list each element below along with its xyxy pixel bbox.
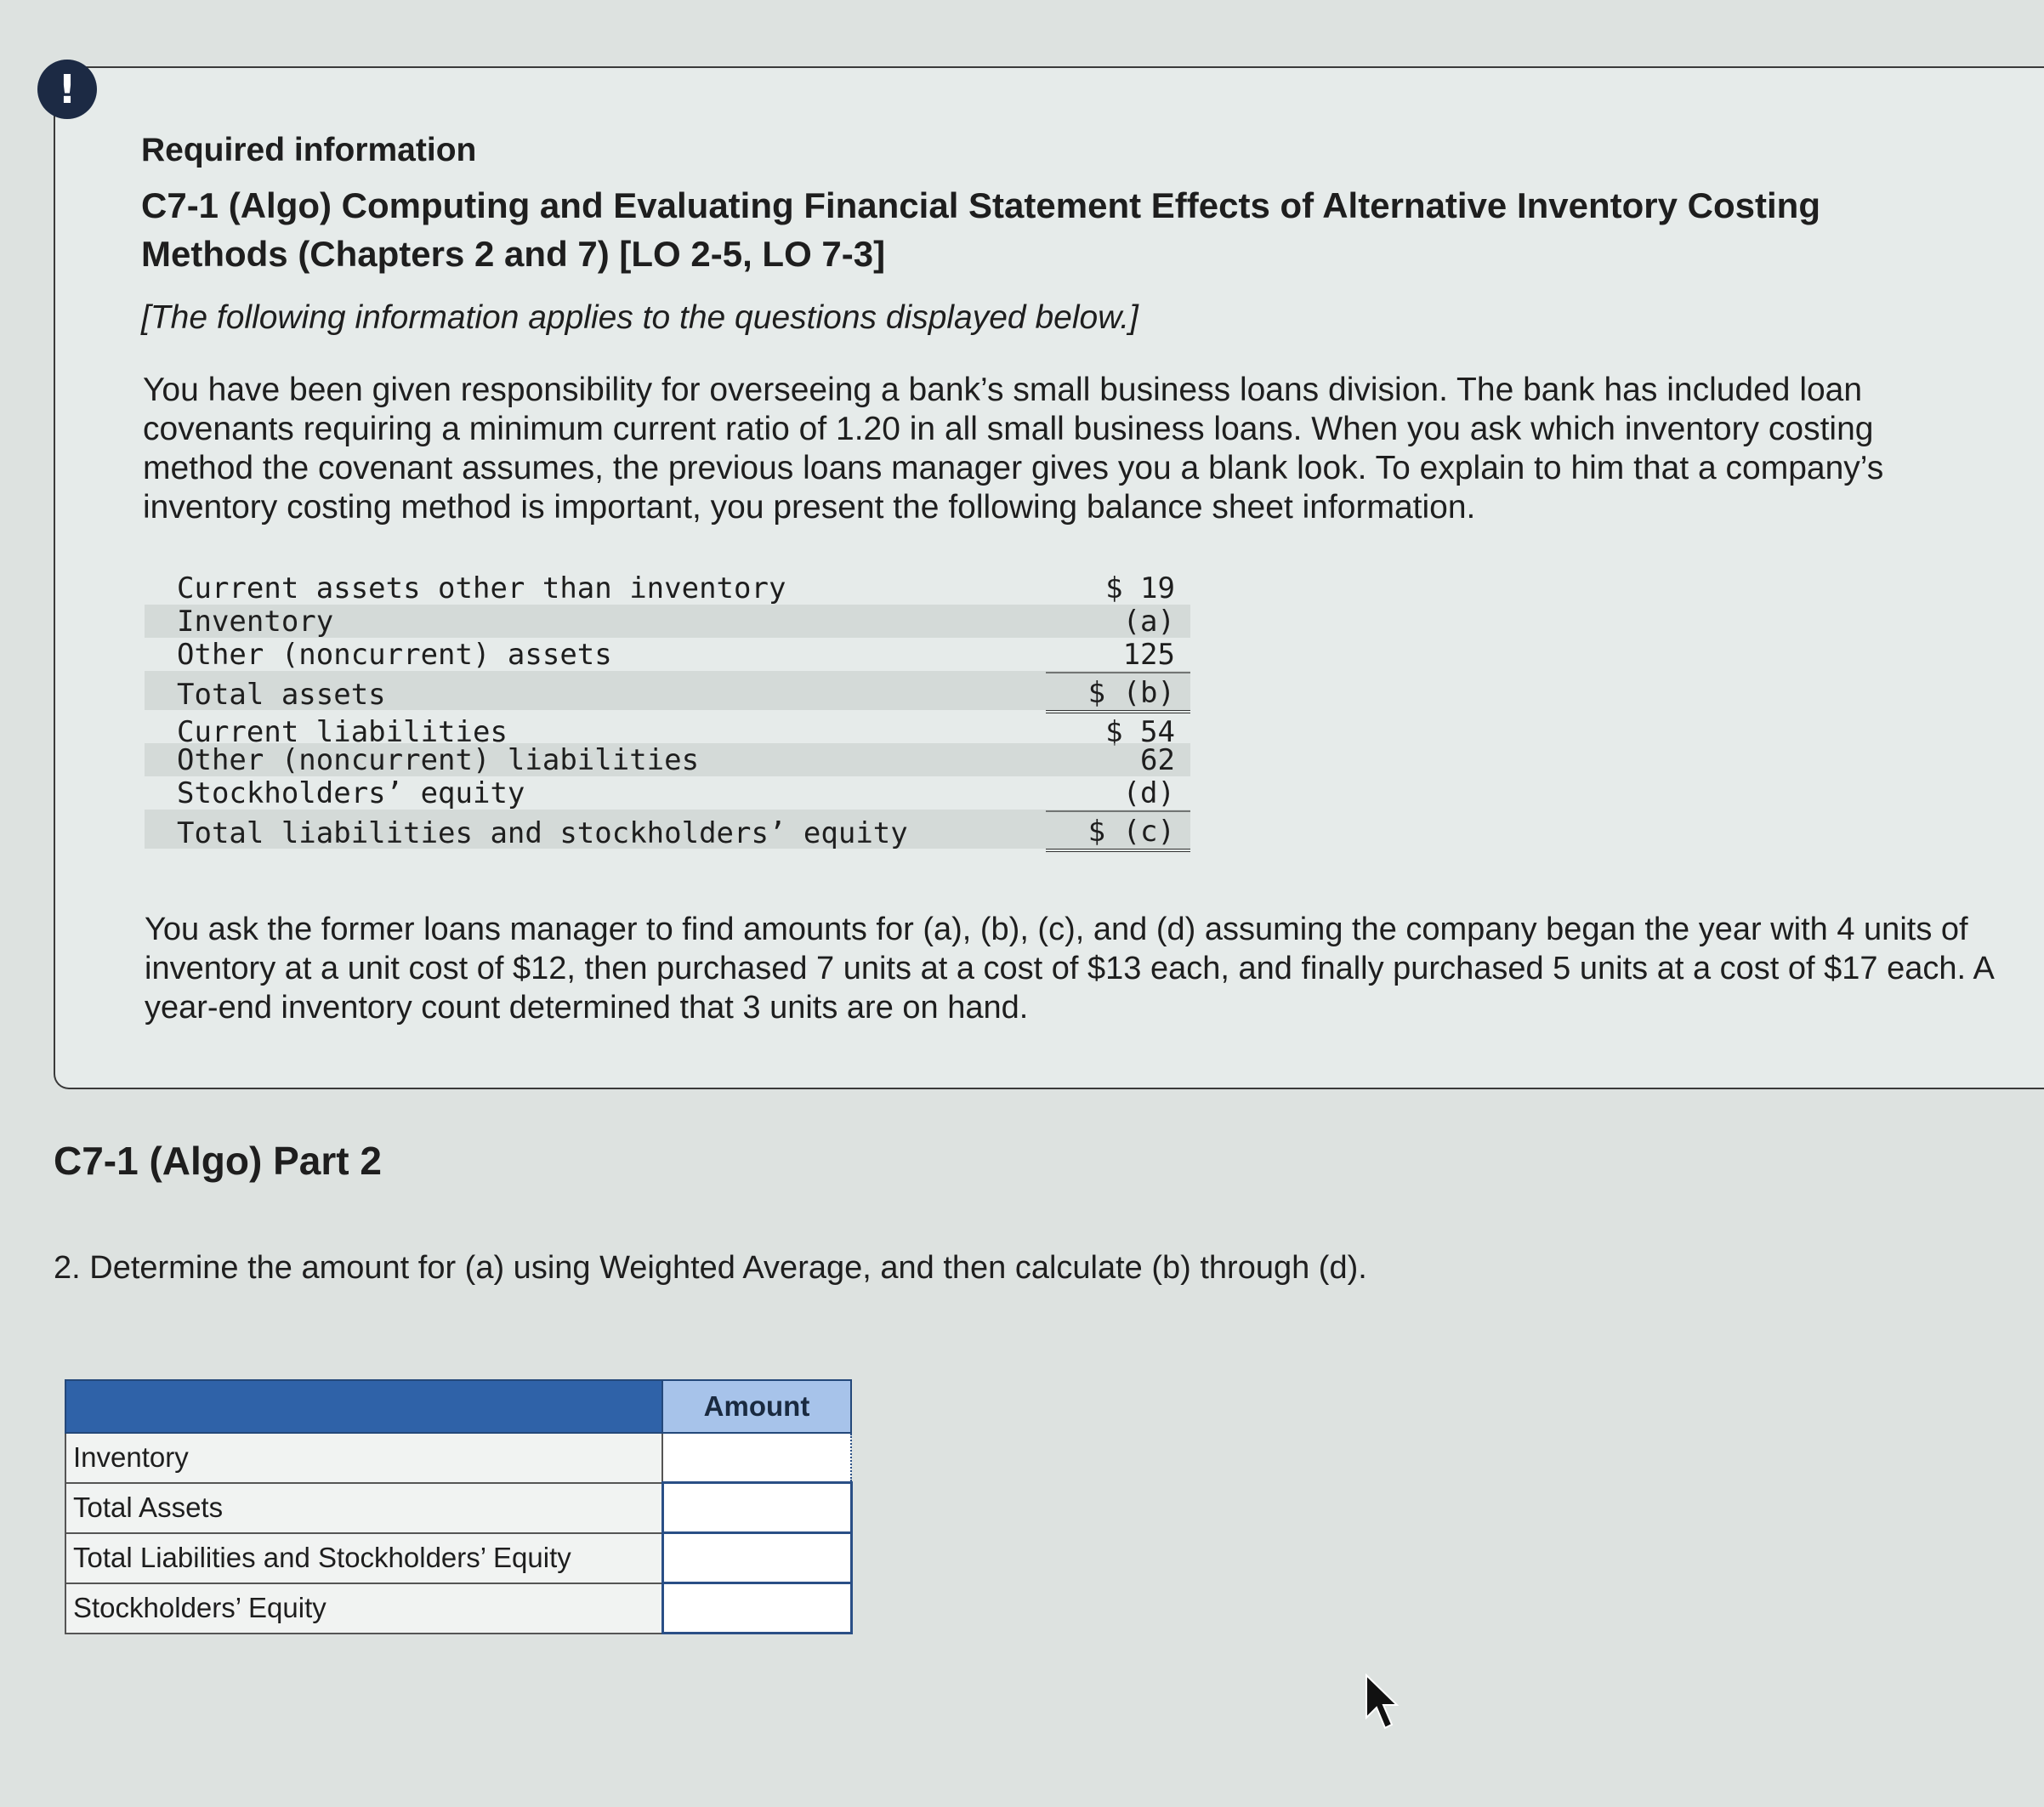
answer-table-header: [65, 1380, 851, 1433]
bs-label: Inventory: [177, 605, 334, 639]
balance-sheet-row: [145, 810, 1190, 849]
row-label: Stockholders’ Equity: [65, 1583, 662, 1634]
table-row: [65, 1433, 851, 1483]
row-label: Inventory: [65, 1433, 662, 1483]
answer-table: [65, 1379, 853, 1634]
table-row: [65, 1483, 851, 1533]
bs-value: $ (b): [1046, 676, 1190, 713]
balance-sheet-row: [145, 571, 1190, 605]
bs-value: 62: [1140, 743, 1175, 777]
bs-label: Other (noncurrent) liabilities: [177, 743, 700, 777]
balance-sheet-row: [145, 605, 1190, 638]
row-label: Total Assets: [65, 1483, 662, 1533]
amount-cell: [662, 1483, 851, 1533]
label-column-header: [65, 1380, 662, 1433]
bs-label: Stockholders’ equity: [177, 776, 525, 810]
mouse-pointer-icon: [1365, 1673, 1400, 1731]
intro-note: [The following information applies to the questions displayed below.]: [141, 299, 1138, 336]
balance-sheet-row: [145, 638, 1190, 671]
balance-sheet-table: [145, 571, 1190, 849]
bs-value: $ 54: [1105, 715, 1175, 749]
balance-sheet-row: [145, 671, 1190, 710]
question-text: 2. Determine the amount for (a) using Weighted Average, and then calculate (b) through (d).: [54, 1250, 1367, 1286]
bs-label: Total liabilities and stockholders’ equity: [177, 816, 908, 850]
bs-value: (a): [1122, 605, 1175, 639]
bs-label: Current assets other than inventory: [177, 571, 786, 605]
bs-value: $ 19: [1105, 571, 1175, 605]
bs-label: Total assets: [177, 678, 386, 712]
amount-column-header: Amount: [662, 1380, 851, 1433]
bs-label: Current liabilities: [177, 715, 508, 749]
bs-value: (d): [1046, 776, 1190, 812]
bs-value: $ (c): [1046, 815, 1190, 852]
table-row: [65, 1533, 851, 1583]
problem-title: C7-1 (Algo) Computing and Evaluating Financial Statement Effects of Alternative Inventory Costing Methods (Chapters 2 and 7) [LO 2-5, LO 7-3]: [141, 185, 1820, 274]
total-assets-amount-input[interactable]: [664, 1486, 850, 1529]
required-information-label: Required information: [141, 132, 477, 168]
scenario-paragraph: You have been given responsibility for overseeing a bank’s small business loans division. The bank has included loan covenants requiring a minimum current ratio of 1.20 in all small business loans. When you ask which inventory costing method the covenant assumes, the previous loans manager gives you a blank look. To explain to him that a company’s inventory costing method is important, you present the following balance sheet information.: [143, 372, 1884, 526]
part-heading: C7-1 (Algo) Part 2: [54, 1139, 382, 1183]
balance-sheet-row: [145, 776, 1190, 810]
stockholders-equity-amount-input[interactable]: [664, 1587, 850, 1629]
amount-cell: [662, 1583, 851, 1634]
amount-cell: [662, 1533, 851, 1583]
inventory-amount-input[interactable]: [663, 1436, 850, 1479]
followup-paragraph: You ask the former loans manager to find amounts for (a), (b), (c), and (d) assuming the company began the year with 4 units of inventory at a unit cost of $12, then purchased 7 units at a cost of $13 each, and finally purchased 5 units at a cost of $17 each. A year-end inventory count determined that 3 units are on hand.: [145, 912, 1993, 1026]
bs-value: 125: [1046, 638, 1190, 673]
bs-label: Other (noncurrent) assets: [177, 638, 612, 672]
amount-cell: [662, 1433, 851, 1483]
row-label: Total Liabilities and Stockholders’ Equity: [65, 1533, 662, 1583]
balance-sheet-row: [145, 743, 1190, 776]
alert-icon: !: [37, 60, 97, 119]
table-row: [65, 1583, 851, 1634]
balance-sheet-row: [145, 710, 1190, 749]
total-liabilities-equity-amount-input[interactable]: [664, 1537, 850, 1579]
